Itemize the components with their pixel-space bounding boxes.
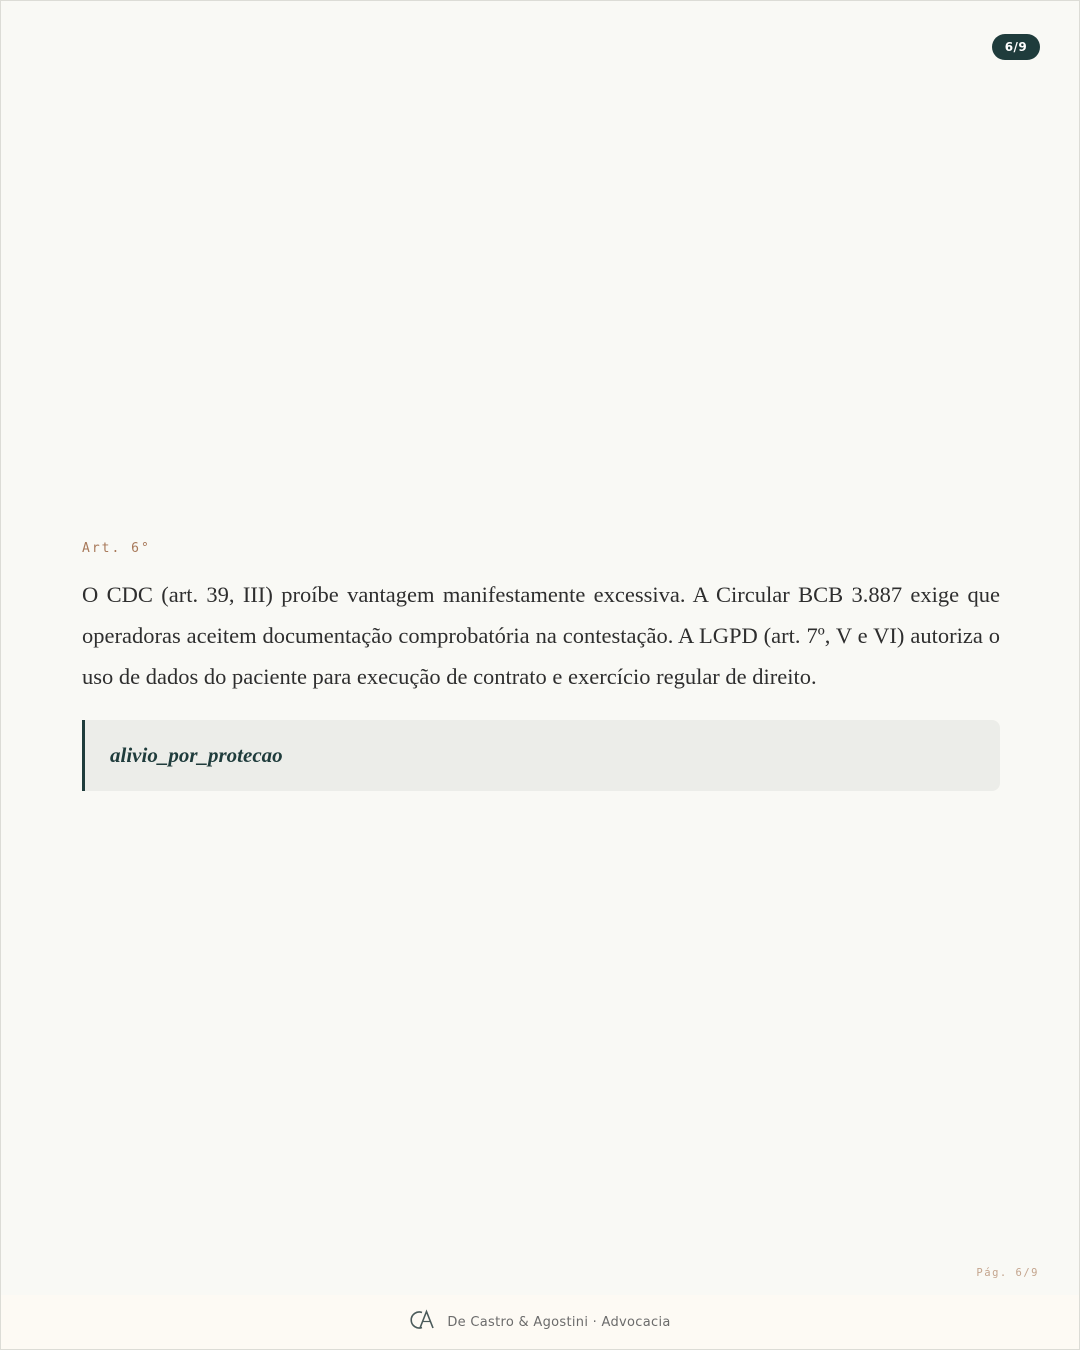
highlight-callout-text: alivio_por_protecao xyxy=(110,743,283,767)
highlight-callout xyxy=(82,720,1000,791)
footer xyxy=(1,1295,1079,1349)
ca-monogram-logo-icon xyxy=(409,1309,435,1336)
footer-firm-name: De Castro & Agostini · Advocacia xyxy=(447,1314,671,1330)
page-number: Pág. 6/9 xyxy=(976,1267,1039,1279)
article-body-text: O CDC (art. 39, III) proíbe vantagem manifestamente excessiva. A Circular BCB 3.887 exige que operadoras aceitem documentação comprobatória na contestação. A LGPD (art. 7º, V e VI) autoriza o uso de dados do paciente para execução de contrato e exercício regular de direito. xyxy=(82,582,1000,689)
page-indicator-badge: 6/9 xyxy=(992,34,1040,60)
article-label: Art. 6° xyxy=(82,541,151,556)
